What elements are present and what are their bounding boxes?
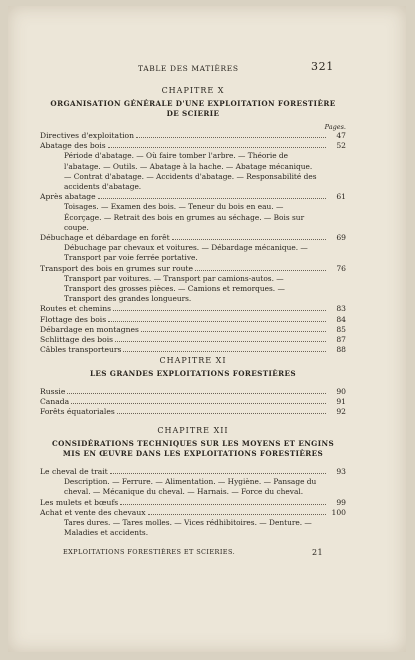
toc-entry-page: 88 [336,345,346,355]
running-title: TABLE DES MATIÈRES [138,64,239,73]
chapter-title-line: ORGANISATION GÉNÉRALE D'UNE EXPLOITATION FORESTIÈRE [50,99,336,108]
toc-entry [40,407,346,417]
dot-leader [108,315,326,322]
toc-entry-title: Achat et vente des chevaux [40,507,146,517]
toc-entry-title: Débuchage et débardage en forêt [40,233,170,243]
chapter-title [40,439,346,459]
chapter-title [40,369,346,379]
toc-entry-page: 69 [336,233,346,243]
toc-entry [40,325,346,335]
toc-entry-page: 99 [336,497,346,507]
toc-entry-subtopics: Période d'abatage. — Où faire tomber l'arbre. — Théorie de l'abatage. — Outils. — Abatage à la hache. — Abatage mécanique. — Contrat d'abatage. — Accidents d'abatage. — Responsabilité des accidents d'abatage. [64,151,317,192]
dot-leader [110,467,326,474]
toc-entry-page: 85 [336,324,346,334]
toc-entry [40,335,346,345]
toc-entry [40,498,346,508]
toc-entry-page: 84 [336,314,346,324]
toc-entry-title: Flottage des bois [40,314,107,324]
toc-entry-title: Routes et chemins [40,304,112,314]
chapter-xii-section [40,426,346,538]
toc-entry-title: Russie [40,387,66,396]
toc-entry-title: Après abatage [40,192,96,202]
dot-leader [120,498,326,505]
dot-leader [71,397,326,404]
toc-entry [40,264,346,274]
dot-leader [195,264,326,271]
dot-leader [123,345,326,352]
toc-entry [40,315,346,325]
toc-entry-page: 52 [336,141,346,151]
dot-leader [148,508,326,515]
book-page [8,6,406,652]
chapter-xi-section [40,356,346,418]
toc-entry-title: Forêts équatoriales [40,407,115,417]
toc-entry [40,387,346,397]
dot-leader [136,131,326,138]
toc-entry-subtopics: Description. — Ferrure. — Alimentation. — Hygiène. — Pansage du cheval. — Mécanique du cheval. — Harnais. — Force du cheval. [64,477,317,497]
chapter-x-section [40,86,346,355]
toc-entry-page: 47 [336,131,346,140]
dot-leader [115,335,326,342]
toc-entry [40,508,346,518]
chapter-title-line: DE SCIERIE [166,109,220,118]
toc-entry [40,304,346,314]
dot-leader [98,192,326,199]
toc-entry-title: Canada [40,397,70,407]
toc-entry [40,397,346,407]
toc-entry-title: Directives d'exploitation [40,131,135,140]
toc-entry [40,467,346,477]
chapter-title [40,99,346,119]
toc-entry-page: 76 [336,263,346,273]
page-footer [63,548,323,557]
toc-entry-subtopics: Toisages. — Examen des bois. — Teneur du bois en eau. — Écorçage. — Retrait des bois en grumes au séchage. — Bois sur coupe. [64,202,305,232]
dot-leader [113,304,326,311]
toc-entry-title: Les mulets et bœufs [40,497,119,507]
pages-label: Pages. [324,123,346,131]
toc-entry-subtopics: Débuchage par chevaux et voitures. — Débardage mécanique. — Transport par voie ferrée portative. [64,243,308,263]
toc-entry-page: 61 [336,192,346,202]
signature-number: 21 [312,548,323,557]
toc-entry-title: Débardage en montagnes [40,324,139,334]
dot-leader [117,407,326,414]
chapter-heading: CHAPITRE X [161,86,225,95]
toc-entry [40,131,346,141]
chapter-heading: CHAPITRE XII [157,426,229,435]
toc-list [40,387,346,418]
toc-entry-subtopics: Transport par voitures. — Transport par camions-autos. — Transport des grosses pièces. — Camions et remorques. — Transport des grandes longueurs. [64,273,285,304]
toc-entry-page: 92 [336,407,346,417]
toc-entry [40,141,346,151]
page-number: 321 [311,60,334,73]
toc-entry-page: 100 [331,507,346,517]
toc-entry [40,233,346,243]
toc-entry-title: Le cheval de trait [40,467,108,476]
chapter-title-line: LES GRANDES EXPLOITATIONS FORESTIÈRES [89,369,297,378]
footer-signature: EXPLOITATIONS FORESTIÈRES ET SCIERIES. [63,548,236,556]
toc-entry-title: Schlittage des bois [40,335,114,345]
dot-leader [172,233,326,240]
toc-entry-page: 90 [336,387,346,396]
toc-entry-title: Abatage des bois [40,141,106,151]
chapter-heading: CHAPITRE XI [159,356,227,365]
toc-entry-subtopics: Tares dures. — Tares molles. — Vices rédhibitoires. — Denture. — Maladies et accidents. [64,518,312,538]
toc-entry-page: 93 [336,467,346,476]
dot-leader [67,387,326,394]
toc-entry [40,345,346,355]
toc-list [40,467,346,538]
toc-list [40,131,346,355]
toc-entry-title: Câbles transporteurs [40,345,122,355]
toc-entry-title: Transport des bois en grumes sur route [40,263,194,273]
toc-entry-page: 83 [336,304,346,314]
toc-entry [40,192,346,202]
chapter-title-line: CONSIDÉRATIONS TECHNIQUES SUR LES MOYENS ET ENGINS [51,439,335,448]
dot-leader [108,141,326,148]
toc-entry-page: 87 [336,335,346,345]
chapter-title-line: MIS EN ŒUVRE DANS LES EXPLOITATIONS FORESTIÈRES [62,449,324,458]
toc-entry-page: 91 [336,397,346,407]
dot-leader [141,325,326,332]
